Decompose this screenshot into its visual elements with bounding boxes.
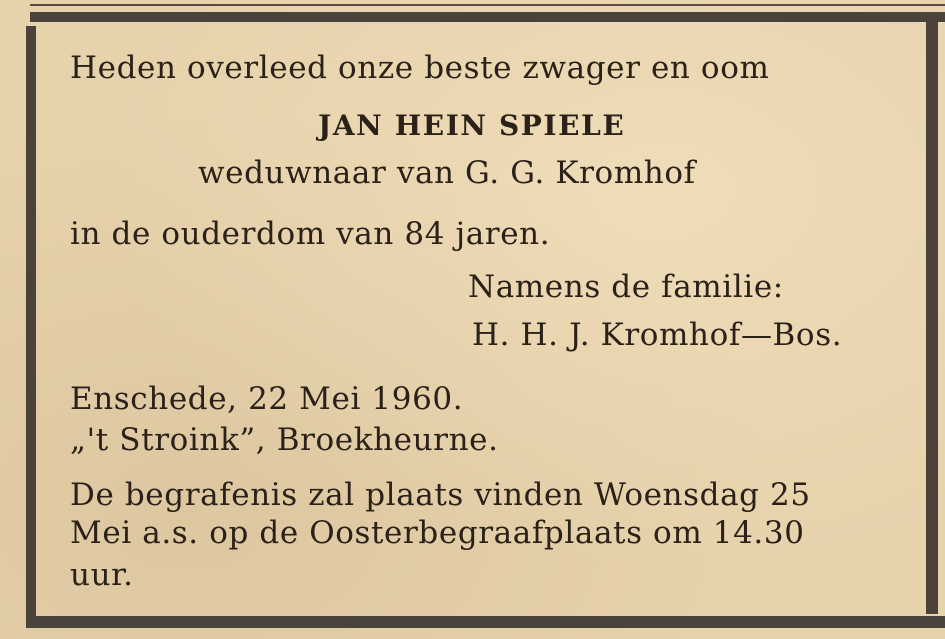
age-line: in de ouderdom van 84 jaren. [70, 216, 551, 252]
widower-line: weduwnaar van G. G. Kromhof [198, 155, 696, 191]
funeral-line-3: uur. [70, 557, 134, 593]
frame-left-border [26, 26, 36, 626]
frame-bottom-border [26, 616, 945, 628]
deceased-name: JAN HEIN SPIELE [318, 109, 626, 142]
on-behalf-line: Namens de familie: [468, 269, 784, 305]
place-date-line: Enschede, 22 Mei 1960. [70, 381, 464, 417]
funeral-line-2: Mei a.s. op de Oosterbegraafplaats om 14.30 [70, 515, 805, 551]
announcement-line: Heden overleed onze beste zwager en oom [70, 50, 770, 86]
address-line: „'t Stroink”, Broekheurne. [70, 422, 499, 458]
funeral-line-1: De begrafenis zal plaats vinden Woensdag 25 [70, 477, 811, 513]
family-signature: H. H. J. Kromhof—Bos. [472, 317, 843, 353]
top-rule [30, 4, 945, 6]
frame-top-border [30, 12, 945, 22]
frame-right-border [926, 20, 938, 614]
